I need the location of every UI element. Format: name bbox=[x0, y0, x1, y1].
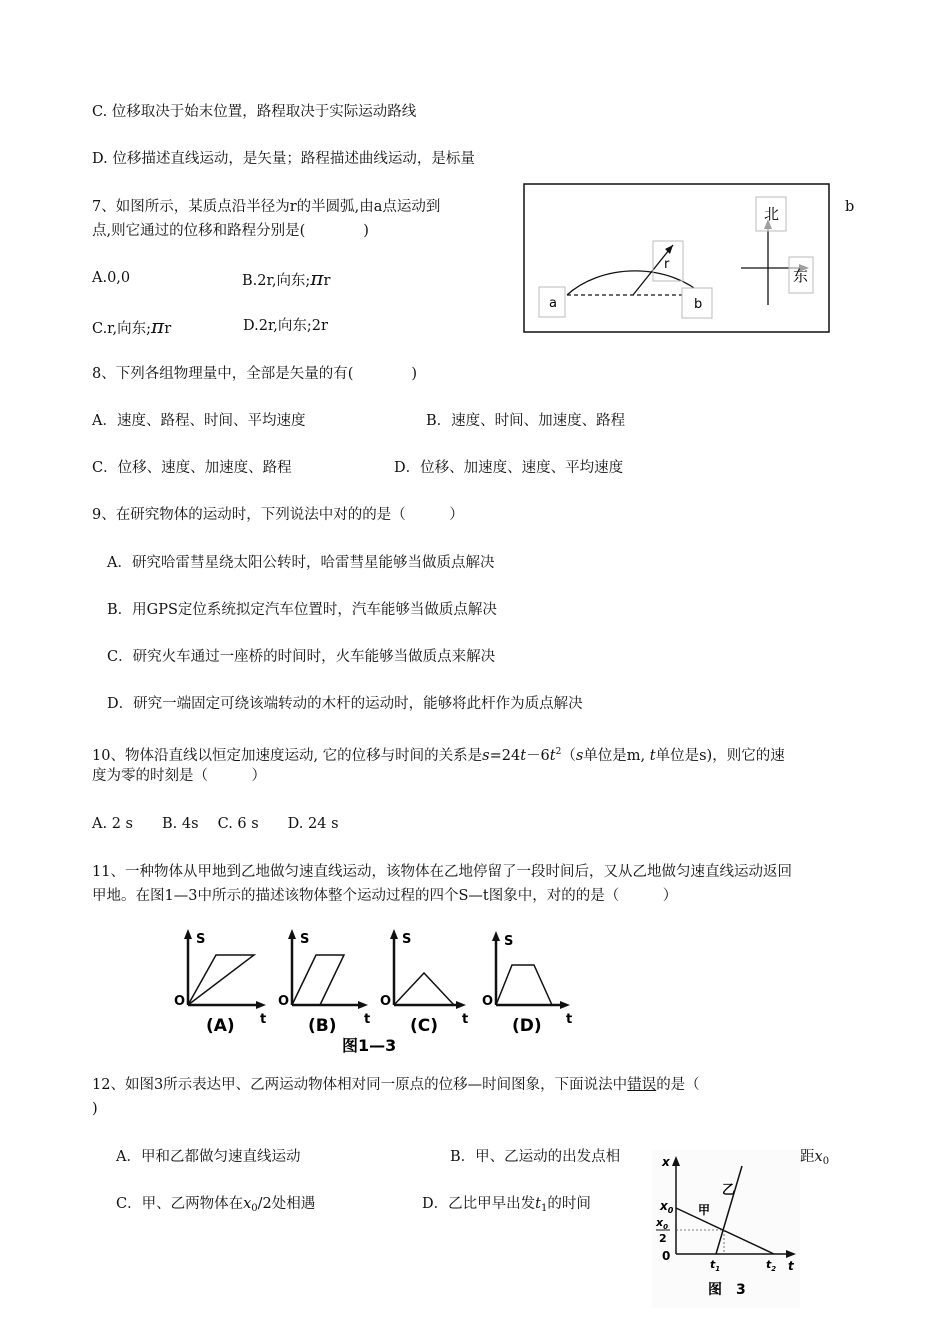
q9-option-d: D．研究一端固定可绕该端转动的木杆的运动时，能够将此杆作为质点解决 bbox=[107, 696, 583, 712]
graph-a-origin: O bbox=[174, 994, 186, 1009]
figure-3-graph bbox=[652, 1150, 800, 1308]
fig3-caption: 图 3 bbox=[708, 1282, 746, 1298]
fig3-x-label: x bbox=[662, 1155, 670, 1169]
point-a-label: a bbox=[549, 296, 557, 311]
q12-text: 12、如图3所示表达甲、乙两运动物体相对同一原点的位移—时间图象，下面说法中 bbox=[92, 1077, 628, 1093]
graph-c-label: (C) bbox=[410, 1016, 439, 1036]
q9-option-c: C．研究火车通过一座桥的时间时，火车能够当做质点来解决 bbox=[107, 649, 496, 665]
r-symbol: r bbox=[164, 321, 172, 337]
q12-option-b-end bbox=[800, 1147, 829, 1172]
fig3-half-den: 2 bbox=[659, 1232, 667, 1245]
option-d-line: D. 位移描述直线运动，是矢量；路程描述曲线运动，是标量 bbox=[92, 151, 475, 167]
fig3-t2-text: t bbox=[766, 1258, 772, 1271]
q10-s-unit: s bbox=[575, 748, 584, 764]
point-b-label: b bbox=[694, 297, 703, 312]
q7-option-d: D.2r,向东;2r bbox=[243, 318, 328, 334]
question-11-line2: 甲地。在图1—3中所示的描述该物体整个运动过程的四个S—t图象中，对的的是（ ） bbox=[92, 888, 678, 904]
semicircle-figure bbox=[523, 183, 830, 333]
graph-a-s-arrow bbox=[184, 929, 192, 939]
graph-c-t-arrow bbox=[456, 1001, 466, 1009]
q7-option-b-text: B.2r,向东; bbox=[242, 273, 311, 289]
graph-c-s-arrow bbox=[390, 929, 398, 939]
graph-d bbox=[482, 931, 572, 1036]
graph-d-t-arrow bbox=[560, 1001, 570, 1009]
r-symbol: r bbox=[323, 273, 331, 289]
q10-t-unit: t bbox=[649, 748, 656, 764]
question-12-line1 bbox=[92, 1075, 700, 1095]
graph-b-origin: O bbox=[278, 994, 290, 1009]
q7-option-c-text: C.r,向东; bbox=[92, 321, 152, 337]
fig3-half-num-sub: 0 bbox=[663, 1223, 668, 1231]
q10-options: A. 2 s B. 4s C. 6 s D. 24 s bbox=[92, 816, 339, 832]
q12-text-end: 的是（ bbox=[656, 1077, 700, 1093]
graph-c-origin: O bbox=[380, 994, 392, 1009]
graph-b-s-arrow bbox=[288, 929, 296, 939]
fig3-t1-sub: 1 bbox=[715, 1265, 721, 1273]
q10-unit-s: 单位是s)，则它的速 bbox=[655, 748, 785, 764]
x0-symbol: x bbox=[814, 1149, 823, 1165]
question-10-line1 bbox=[92, 742, 785, 766]
fig3-t-label: t bbox=[788, 1259, 794, 1273]
q10-minus: －6 bbox=[526, 748, 550, 764]
graph-a-t-arrow bbox=[256, 1001, 266, 1009]
graph-d-s-label: S bbox=[504, 934, 514, 949]
q12-option-d bbox=[422, 1194, 591, 1219]
graph-a-t-label: t bbox=[260, 1012, 267, 1027]
graph-b bbox=[278, 929, 370, 1036]
figure-1-3-caption: 图1—3 bbox=[342, 1036, 397, 1055]
q7-option-a: A.0,0 bbox=[92, 270, 131, 286]
q8-option-b: B．速度、时间、加速度、路程 bbox=[426, 413, 626, 429]
t1-sub: 1 bbox=[540, 1203, 548, 1214]
q10-paren: （ bbox=[561, 748, 576, 764]
graph-c-t-label: t bbox=[462, 1012, 469, 1027]
pi-symbol: π bbox=[151, 314, 165, 338]
x0-symbol: x bbox=[243, 1196, 252, 1212]
graph-d-label: (D) bbox=[512, 1016, 542, 1036]
question-7-line2: 点,则它通过的位移和路程分别是( ) bbox=[92, 223, 369, 239]
graph-b-line bbox=[292, 955, 344, 1005]
east-label: 东 bbox=[793, 267, 809, 285]
option-c-line: C. 位移取决于始末位置，路程取决于实际运动路线 bbox=[92, 104, 417, 120]
t1-symbol: t bbox=[535, 1196, 541, 1212]
graph-d-line bbox=[496, 965, 552, 1005]
graph-c bbox=[380, 929, 468, 1036]
question-9: 9、在研究物体的运动时，下列说法中对的的是（ ） bbox=[92, 507, 464, 523]
st-graphs-figure bbox=[170, 925, 580, 1055]
fig3-x0-sub: 0 bbox=[667, 1206, 674, 1215]
q10-t: t bbox=[520, 748, 527, 764]
radius-label: r bbox=[664, 257, 670, 272]
q12-underlined: 错误 bbox=[627, 1077, 657, 1093]
fig3-t2-sub: 2 bbox=[771, 1265, 777, 1273]
graph-d-origin: O bbox=[482, 994, 494, 1009]
q7-option-c bbox=[92, 316, 171, 339]
q10-eq: =24 bbox=[489, 748, 521, 764]
q12-option-a: A．甲和乙都做匀速直线运动 bbox=[116, 1149, 301, 1165]
q10-unit-m: 单位是m, bbox=[583, 748, 646, 764]
fig3-half-num-text: x bbox=[656, 1216, 664, 1229]
question-10-line2: 度为零的时刻是（ ） bbox=[92, 768, 266, 784]
q7-option-b bbox=[242, 268, 330, 291]
q9-option-a: A．研究哈雷彗星绕太阳公转时，哈雷彗星能够当做质点解决 bbox=[107, 555, 495, 571]
question-7-line1: 7、如图所示，某质点沿半径为r的半圆弧,由a点运动到 bbox=[92, 199, 441, 215]
fig3-jia-label: 甲 bbox=[698, 1203, 711, 1217]
q12-b-distance: 距 bbox=[800, 1149, 815, 1165]
q12-c-text: C．甲、乙两物体在 bbox=[116, 1196, 244, 1212]
graph-a-label: (A) bbox=[206, 1016, 235, 1036]
question-8: 8、下列各组物理量中，全部是矢量的有( ) bbox=[92, 366, 418, 382]
q10-text: 10、物体沿直线以恒定加速度运动, 它的位移与时间的关系是 bbox=[92, 748, 483, 764]
q10-square: 2 bbox=[555, 747, 562, 757]
fig3-yi-label: 乙 bbox=[722, 1183, 736, 1198]
q12-option-b: B．甲、乙运动的出发点相 bbox=[450, 1149, 621, 1165]
graph-c-s-label: S bbox=[402, 932, 412, 947]
q8-option-a: A．速度、路程、时间、平均速度 bbox=[92, 413, 306, 429]
north-label: 北 bbox=[764, 205, 780, 223]
question-11-line1: 11、一种物体从甲地到乙地做匀速直线运动，该物体在乙地停留了一段时间后，又从乙地做匀速直线运动返回 bbox=[92, 864, 792, 880]
q8-option-c: C．位移、速度、加速度、路程 bbox=[92, 460, 292, 476]
graph-d-s-arrow bbox=[492, 931, 500, 941]
q12-d-text: D．乙比甲早出发 bbox=[422, 1196, 536, 1212]
graph-d-t-label: t bbox=[566, 1012, 573, 1027]
q8-option-d: D．位移、加速度、速度、平均速度 bbox=[394, 460, 624, 476]
q10-s: s bbox=[482, 748, 490, 764]
graph-b-label: (B) bbox=[308, 1016, 337, 1036]
question-12-line2: ) bbox=[92, 1101, 98, 1117]
q12-option-c bbox=[116, 1194, 315, 1219]
fig3-x0-text: x bbox=[660, 1199, 668, 1213]
x0-sub: 0 bbox=[251, 1203, 258, 1214]
fig3-origin: 0 bbox=[662, 1249, 671, 1263]
graph-a-s-label: S bbox=[196, 932, 206, 947]
graph-a bbox=[174, 929, 266, 1036]
graph-b-t-arrow bbox=[358, 1001, 368, 1009]
q12-c-text-end: /2处相遇 bbox=[257, 1196, 316, 1212]
q10-t2: t bbox=[549, 748, 556, 764]
graph-c-line bbox=[394, 973, 454, 1005]
fig3-t1-text: t bbox=[710, 1258, 716, 1271]
pi-symbol: π bbox=[310, 266, 324, 290]
x0-sub: 0 bbox=[822, 1156, 830, 1167]
graph-b-s-label: S bbox=[300, 932, 310, 947]
q12-d-text-end: 的时间 bbox=[547, 1196, 591, 1212]
graph-b-t-label: t bbox=[364, 1012, 371, 1027]
question-7-b-label: b bbox=[845, 199, 855, 215]
q9-option-b: B．用GPS定位系统拟定汽车位置时，汽车能够当做质点解决 bbox=[107, 602, 497, 618]
graph-a-line bbox=[188, 955, 254, 1005]
